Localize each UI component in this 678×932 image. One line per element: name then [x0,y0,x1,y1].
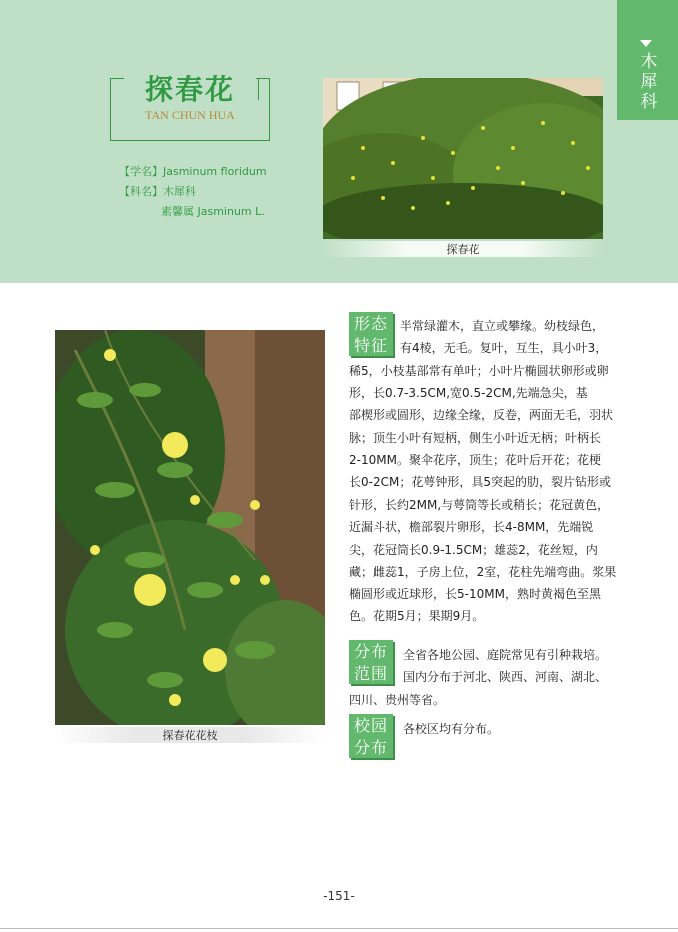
shrub-photo-caption: 探春花 [323,241,603,257]
scientific-name: Jasminum floridum [163,165,267,178]
family-name: 木犀科 [163,185,196,198]
morphology-line: 半常绿灌木，直立或攀缘。幼枝绿色， [400,319,605,333]
morphology-line: 形，长0.7-3.5CM,宽0.5-2CM,先端急尖，基 [349,386,588,400]
campus-line: 各校区均有分布。 [403,722,500,736]
morphology-line: 近漏斗状，檐部裂片卵形，长4-8MM，先端锐 [349,520,594,534]
shrub-photo [323,78,603,239]
bottom-divider [0,928,678,929]
scientific-name-row [119,163,267,179]
family-name-label: 【科名】 [119,185,163,198]
triangle-down-icon [640,40,652,47]
campus-badge: 校园 分布 [349,714,393,758]
morphology-badge: 形态 特征 [349,312,393,356]
morphology-line: 椭圆形或近球形，长5-10MM，熟时黄褐色至黑 [349,587,601,601]
distribution-line: 四川、贵州等省。 [349,693,446,707]
page-number: -151- [323,889,355,903]
page-title: 探春花 [144,73,235,106]
side-tab-label: 木犀科 [640,52,658,112]
flower-branch-photo [55,330,325,725]
flower-branch-caption: 探春花花枝 [55,727,325,743]
morphology-line: 尖，花冠筒长0.9-1.5CM；雄蕊2，花丝短，内 [349,543,598,557]
morphology-line: 色。花期5月；果期9月。 [349,609,485,623]
genus-name: 素馨属 Jasminum L. [161,205,265,218]
morphology-line: 稀5，小枝基部常有单叶；小叶片椭圆状卵形或卵 [349,364,609,378]
morphology-line: 有4棱，无毛。复叶，互生，具小叶3， [400,341,608,355]
morphology-line: 藏；雌蕊1，子房上位，2室，花柱先端弯曲。浆果 [349,565,617,579]
family-name-row [119,183,196,199]
distribution-line: 全省各地公园、庭院常见有引种栽培。 [403,648,608,662]
morphology-line: 针形，长约2MM,与萼筒等长或稍长；花冠黄色， [349,498,610,512]
title-frame [110,73,270,141]
morphology-line: 长0-2CM；花萼钟形，具5突起的肋，裂片钻形或 [349,475,611,489]
scientific-name-label: 【学名】 [119,165,163,178]
distribution-badge: 分布 范围 [349,640,393,684]
morphology-line: 2-10MM。聚伞花序，顶生；花叶后开花；花梗 [349,453,601,467]
morphology-line: 部楔形或圆形，边缘全缘，反卷，两面无毛，羽状 [349,408,614,422]
morphology-line: 脉；顶生小叶有短柄，侧生小叶近无柄；叶柄长 [349,431,602,445]
page-title-pinyin: TAN CHUN HUA [145,108,235,122]
distribution-line: 国内分布于河北、陕西、河南、湖北、 [403,670,608,684]
family-side-tab [617,0,678,120]
